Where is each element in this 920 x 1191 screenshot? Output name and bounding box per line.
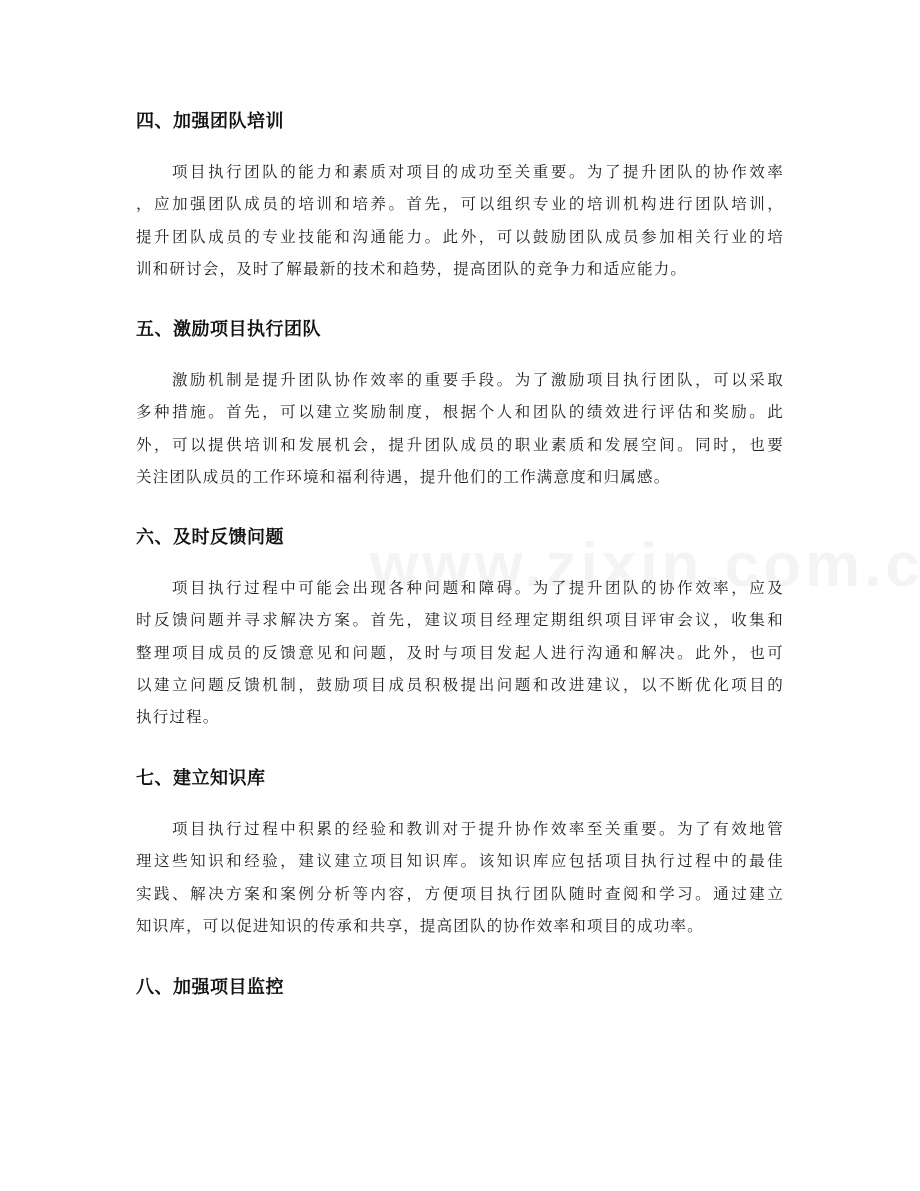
section-paragraph-6 bbox=[136, 572, 784, 733]
paragraph-line: 项目执行过程中可能会出现各种问题和障碍。为了提升团队的协作效率，应及 bbox=[172, 579, 784, 597]
section-paragraph-4 bbox=[136, 156, 784, 285]
paragraph-line: 执行过程。 bbox=[136, 708, 220, 727]
section-heading-6: 六、及时反馈问题 bbox=[136, 527, 284, 548]
paragraph-line: 提升团队成员的专业技能和沟通能力。此外，可以鼓励团队成员参加相关行业的培 bbox=[136, 227, 784, 246]
paragraph-line: 外，可以提供培训和发展机会，提升团队成员的职业素质和发展空间。同时，也要 bbox=[136, 435, 784, 454]
paragraph-line: 激励机制是提升团队协作效率的重要手段。为了激励项目执行团队，可以采取 bbox=[172, 371, 784, 389]
paragraph-line: 知识库，可以促进知识的传承和共享，提高团队的协作效率和项目的成功率。 bbox=[136, 916, 704, 935]
paragraph-line: 项目执行过程中积累的经验和教训对于提升协作效率至关重要。为了有效地管 bbox=[172, 820, 784, 838]
section-heading-7: 七、建立知识库 bbox=[136, 768, 266, 789]
paragraph-line: 实践、解决方案和案例分析等内容，方便项目执行团队随时查阅和学习。通过建立 bbox=[136, 884, 784, 903]
section-heading-4: 四、加强团队培训 bbox=[136, 111, 284, 132]
paragraph-line: 理这些知识和经验，建议建立项目知识库。该知识库应包括项目执行过程中的最佳 bbox=[136, 852, 784, 871]
paragraph-line: 项目执行团队的能力和素质对项目的成功至关重要。为了提升团队的协作效率 bbox=[172, 163, 784, 181]
paragraph-line: 以建立问题反馈机制，鼓励项目成员积极提出问题和改进建议，以不断优化项目的 bbox=[136, 675, 784, 694]
section-paragraph-5 bbox=[136, 364, 784, 493]
section-heading-5: 五、激励项目执行团队 bbox=[136, 319, 321, 340]
paragraph-line: 时反馈问题并寻求解决方案。首先，建议项目经理定期组织项目评审会议，收集和 bbox=[136, 611, 784, 630]
paragraph-line: ，应加强团队成员的培训和培养。首先，可以组织专业的培训机构进行团队培训， bbox=[136, 195, 784, 214]
paragraph-line: 多种措施。首先，可以建立奖励制度，根据个人和团队的绩效进行评估和奖励。此 bbox=[136, 403, 784, 422]
section-paragraph-7 bbox=[136, 813, 784, 942]
paragraph-line: 整理项目成员的反馈意见和问题，及时与项目发起人进行沟通和解决。此外，也可 bbox=[136, 643, 784, 662]
paragraph-line: 关注团队成员的工作环境和福利待遇，提升他们的工作满意度和归属感。 bbox=[136, 467, 671, 486]
paragraph-line: 训和研讨会，及时了解最新的技术和趋势，提高团队的竞争力和适应能力。 bbox=[136, 259, 688, 278]
section-heading-8: 八、加强项目监控 bbox=[136, 977, 284, 998]
